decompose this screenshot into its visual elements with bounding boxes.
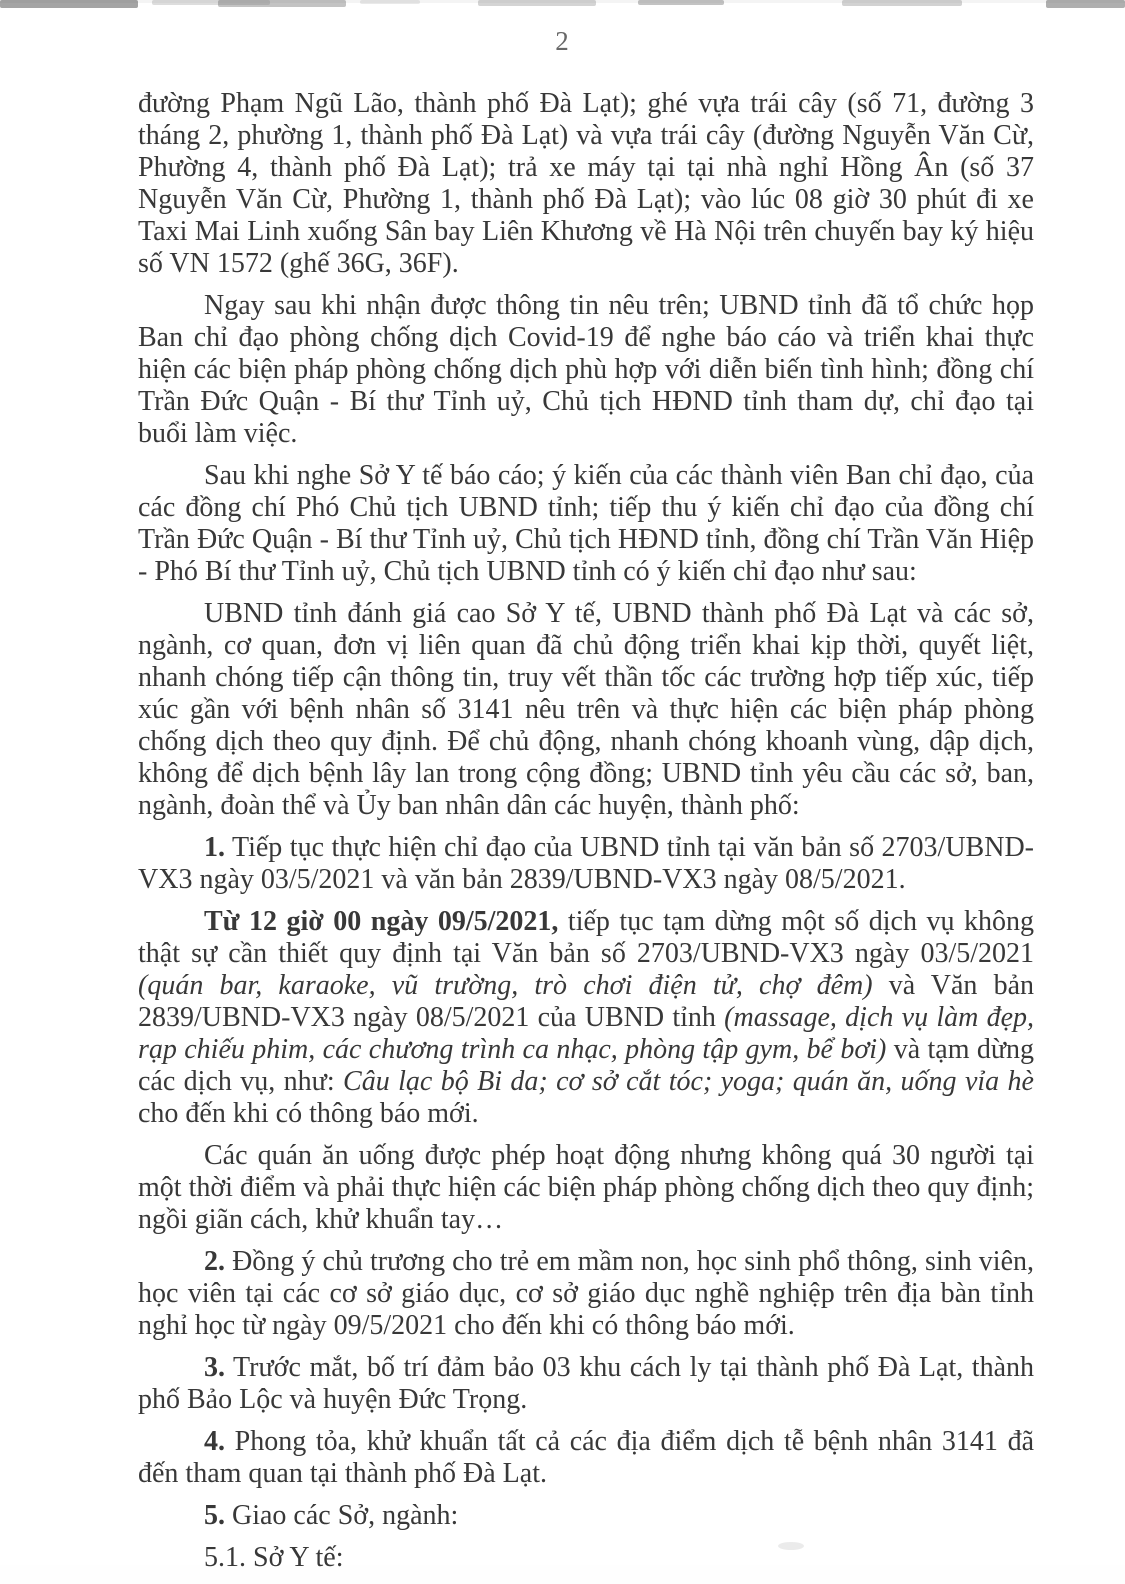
text-segment: đường Phạm Ngũ Lão, thành phố Đà Lạt); ghé vựa trái cây (số 71, đường 3 tháng 2, phường 1, thành phố Đà Lạt) và vựa trái cây (đường Nguyễn Văn Cừ, Phường 4, thành phố Đà Lạt); trả xe máy tại tại nhà nghỉ Hồng Ân (số 37 Nguyễn Văn Cừ, Phường 1, thành phố Đà Lạt); vào lúc 08 giờ 30 phút đi xe Taxi Mai Linh xuống Sân bay Liên Khương về Hà Nội trên chuyến bay ký hiệu số VN 1572 (ghế 36G, 36F). — [138, 88, 1034, 279]
scan-artifact — [360, 0, 420, 4]
text-segment: 5. — [204, 1500, 225, 1531]
document-body — [138, 88, 1034, 1584]
text-segment: Đồng ý chủ trương cho trẻ em mầm non, học sinh phổ thông, sinh viên, học viên tại các cơ sở giáo dục, cơ sở giáo dục nghề nghiệp trên địa bàn tỉnh nghỉ học từ ngày 09/5/2021 cho đến khi có thông báo mới. — [138, 1246, 1034, 1341]
text-segment: 4. — [204, 1426, 225, 1457]
text-segment: 1. — [204, 832, 225, 863]
text-segment: và tạm dừng các dịch vụ, như: — [138, 1034, 1034, 1097]
text-segment: Từ 12 giờ 00 ngày 09/5/2021, — [204, 906, 559, 937]
item-5 — [138, 1500, 1034, 1532]
para-hop-ban-chi-dao — [138, 290, 1034, 450]
text-segment: UBND tỉnh đánh giá cao Sở Y tế, UBND thành phố Đà Lạt và các sở, ngành, cơ quan, đơn vị liên quan đã chủ động triển khai kịp thời, quyết liệt, nhanh chóng tiếp cận thông tin, truy vết thần tốc các trường hợp tiếp xúc, tiếp xúc gần với bệnh nhân số 3141 nêu trên và thực hiện các biện pháp phòng chống dịch theo quy định. Để chủ động, nhanh chóng khoanh vùng, dập dịch, không để dịch bệnh lây lan trong cộng đồng; UBND tỉnh yêu cầu các sở, ban, ngành, đoàn thể và Ủy ban nhân dân các huyện, thành phố: — [138, 598, 1034, 821]
text-segment: (quán bar, karaoke, vũ trường, trò chơi điện tử, chợ đêm) — [138, 970, 873, 1001]
scan-artifact — [842, 0, 962, 6]
scan-artifact — [0, 0, 138, 8]
scan-artifact — [638, 0, 724, 5]
text-segment: Giao các Sở, ngành: — [225, 1500, 459, 1531]
text-segment: 2. — [204, 1246, 225, 1277]
scan-artifact — [218, 0, 346, 7]
text-segment: cho đến khi có thông báo mới. — [138, 1098, 479, 1129]
para-tam-dung-dich-vu — [138, 906, 1034, 1130]
text-segment: 3. — [204, 1352, 225, 1383]
para-danh-gia-cao — [138, 598, 1034, 822]
scan-artifact — [1046, 0, 1125, 8]
text-segment: Trước mắt, bố trí đảm bảo 03 khu cách ly tại thành phố Đà Lạt, thành phố Bảo Lộc và huyện Đức Trọng. — [138, 1352, 1034, 1415]
text-segment: tiếp tục tạm dừng một số dịch vụ không thật sự cần thiết quy định tại Văn bản số 2703/UBND-VX3 ngày 03/5/2021 — [138, 906, 1034, 969]
item-3 — [138, 1352, 1034, 1416]
text-segment: (massage, dịch vụ làm đẹp, rạp chiếu phim, các chương trình ca nhạc, phòng tập gym, bể bơi) — [138, 1002, 1035, 1065]
text-segment: Các quán ăn uống được phép hoạt động nhưng không quá 30 người tại một thời điểm và phải thực hiện các biện pháp phòng chống dịch theo quy định; ngồi giãn cách, khử khuẩn tay… — [138, 1140, 1034, 1235]
item-2 — [138, 1246, 1034, 1342]
text-segment: Phong tỏa, khử khuẩn tất cả các địa điểm dịch tễ bệnh nhân 3141 đã đến tham quan tại thành phố Đà Lạt. — [138, 1426, 1034, 1489]
item-1 — [138, 832, 1034, 896]
para-y-kien-chi-dao — [138, 460, 1034, 588]
text-segment: Sau khi nghe Sở Y tế báo cáo; ý kiến của các thành viên Ban chỉ đạo, của các đồng chí Phó Chủ tịch UBND tỉnh; tiếp thu ý kiến chỉ đạo của đồng chí Trần Đức Quận - Bí thư Tỉnh uỷ, Chủ tịch HĐND tỉnh, đồng chí Trần Văn Hiệp - Phó Bí thư Tỉnh uỷ, Chủ tịch UBND tỉnh có ý kiến chỉ đạo như sau: — [138, 460, 1034, 587]
text-segment: và Văn bản 2839/UBND-VX3 ngày 08/5/2021 của UBND tỉnh — [138, 970, 1034, 1033]
item-5-1 — [138, 1542, 1034, 1574]
para-quan-an-uong — [138, 1140, 1034, 1236]
text-segment: Ngay sau khi nhận được thông tin nêu trên; UBND tỉnh đã tổ chức họp Ban chỉ đạo phòng chống dịch Covid-19 để nghe báo cáo và triển khai thực hiện các biện pháp phòng chống dịch phù hợp với diễn biến tình hình; đồng chí Trần Đức Quận - Bí thư Tỉnh uỷ, Chủ tịch HĐND tỉnh tham dự, chỉ đạo tại buổi làm việc. — [138, 290, 1034, 449]
text-segment: 5.1. Sở Y tế: — [204, 1542, 344, 1573]
item-4 — [138, 1426, 1034, 1490]
page-number: 2 — [555, 26, 570, 56]
scan-artifact — [478, 0, 596, 6]
text-segment: Câu lạc bộ Bi da; cơ sở cắt tóc; yoga; quán ăn, uống vỉa hè — [343, 1066, 1034, 1097]
text-segment: Tiếp tục thực hiện chỉ đạo của UBND tỉnh tại văn bản số 2703/UBND-VX3 ngày 03/5/2021 và văn bản 2839/UBND-VX3 ngày 08/5/2021. — [138, 832, 1034, 895]
para-itinerary-continuation — [138, 88, 1034, 280]
